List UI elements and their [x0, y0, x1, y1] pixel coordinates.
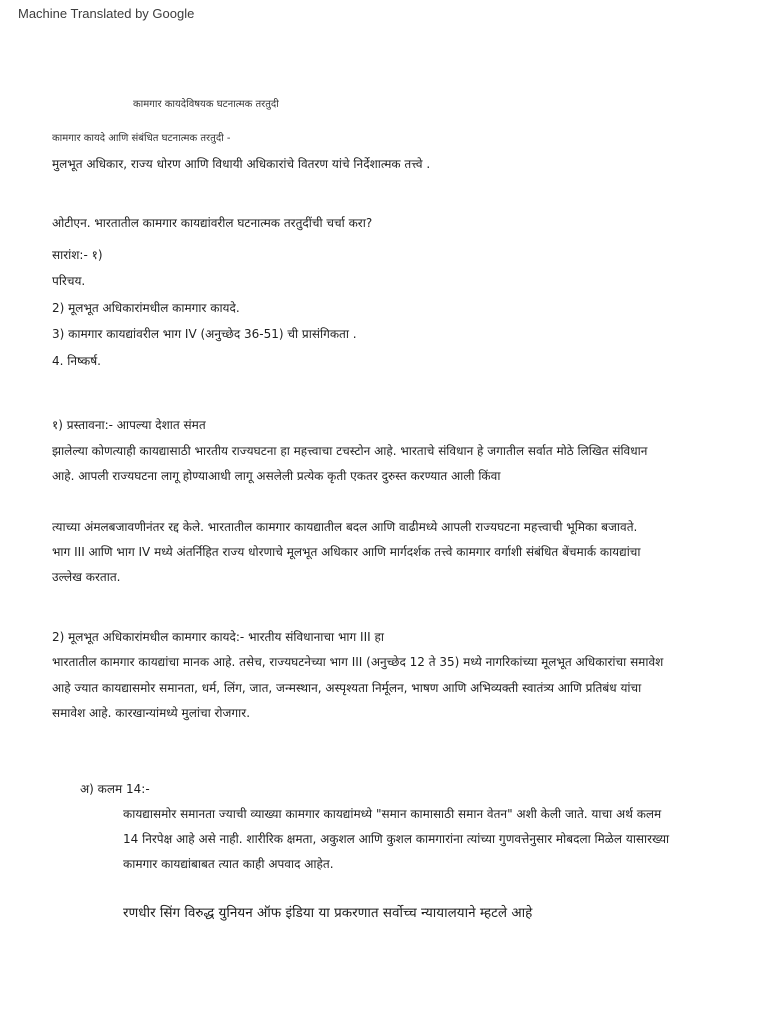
article14-line: कायद्यासमोर समानता ज्याची व्याख्या कामगार कायद्यांमध्ये "समान कामासाठी समान वेतन" अशी केली जाते. याचा अर्थ कलम: [123, 807, 662, 821]
summary-item: 2) मूलभूत अधिकारांमधील कामगार कायदे.: [52, 301, 240, 315]
summary-item: परिचय.: [52, 274, 86, 288]
article14-heading: अ) कलम 14:-: [80, 782, 150, 796]
document-subtitle: कामगार कायदे आणि संबंधित घटनात्मक तरतुदी -: [52, 133, 231, 144]
intro-line: भाग III आणि भाग IV मध्ये अंतर्निहित राज्य धोरणाचे मूलभूत अधिकार आणि मार्गदर्शक तत्त्वे कामगार वर्गाशी संबंधित बेंचमार्क कायद्यांचा: [52, 545, 641, 559]
question-line: ओटीएन. भारतातील कामगार कायद्यांवरील घटनात्मक तरतुदींची चर्चा करा?: [52, 216, 373, 230]
document-title: कामगार कायदेविषयक घटनात्मक तरतुदी: [133, 99, 279, 110]
section2-line: समावेश आहे. कारखान्यांमध्ये मुलांचा रोजगार.: [52, 706, 251, 720]
intro-line: त्याच्या अंमलबजावणीनंतर रद्द केले. भारतातील कामगार कायद्यातील बदल आणि वाढीमध्ये आपली राज्यघटना महत्त्वाची भूमिका बजावते.: [52, 520, 638, 534]
intro-line: आहे. आपली राज्यघटना लागू होण्याआधी लागू असलेली प्रत्येक कृती एकतर दुरुस्त करण्यात आली किंवा: [52, 469, 501, 483]
article14-line: 14 निरपेक्ष आहे असे नाही. शारीरिक क्षमता, अकुशल आणि कुशल कामगारांना त्यांच्या गुणवत्तेनुसार मोबदला मिळेल यासारख्या: [123, 832, 670, 846]
intro-heading: १) प्रस्तावना:- आपल्या देशात संमत: [52, 418, 206, 432]
section2-heading: 2) मूलभूत अधिकारांमधील कामगार कायदे:- भारतीय संविधानाचा भाग III हा: [52, 630, 384, 644]
intro-line: उल्लेख करतात.: [52, 570, 121, 584]
section2-line: आहे ज्यात कायद्यासमोर समानता, धर्म, लिंग, जात, जन्मस्थान, अस्पृश्यता निर्मूलन, भाषण आणि अभिव्यक्ती स्वातंत्र्य आणि प्रतिबंध यांचा: [52, 681, 642, 695]
case-line: रणधीर सिंग विरुद्ध युनियन ऑफ इंडिया या प्रकरणात सर्वोच्च न्यायालयाने म्हटले आहे: [123, 905, 533, 921]
summary-item: 4. निष्कर्ष.: [52, 354, 101, 368]
summary-heading: सारांश:- १): [52, 248, 103, 262]
summary-item: 3) कामगार कायद्यांवरील भाग IV (अनुच्छेद 36-51) ची प्रासंगिकता .: [52, 327, 357, 341]
section2-line: भारतातील कामगार कायद्यांचा मानक आहे. तसेच, राज्यघटनेच्या भाग III (अनुच्छेद 12 ते 35) मध्ये नागरिकांच्या मूलभूत अधिकारांचा समावेश: [52, 655, 664, 669]
intro-line: झालेल्या कोणत्याही कायद्यासाठी भारतीय राज्यघटना हा महत्त्वाचा टचस्टोन आहे. भारताचे संविधान हे जगातील सर्वात मोठे लिखित संविधान: [52, 444, 648, 458]
lead-line: मुलभूत अधिकार, राज्य धोरण आणि विधायी अधिकारांचे वितरण यांचे निर्देशात्मक तत्त्वे .: [52, 157, 431, 171]
translation-header: Machine Translated by Google: [18, 6, 195, 21]
article14-line: कामगार कायद्यांबाबत त्यात काही अपवाद आहेत.: [123, 857, 334, 871]
